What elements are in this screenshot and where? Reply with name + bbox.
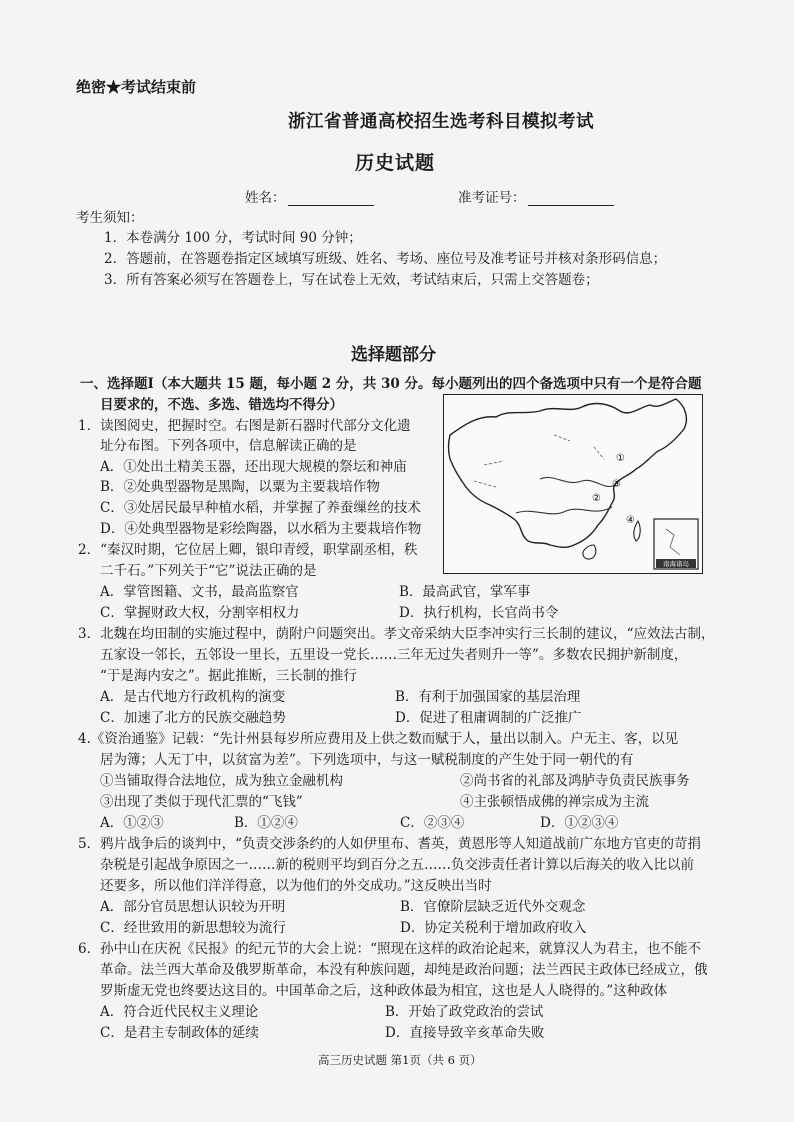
notice-item: 2．答题前，在答题卷指定区域填写班级、姓名、考场、座位号及准考证号并核对条形码信息；	[104, 251, 667, 267]
question-4-statement-2: ②尚书省的礼部及鸿胪寺负责民族事务	[460, 773, 690, 789]
section-title: 选择题部分	[351, 345, 436, 365]
yellow-river	[540, 477, 616, 486]
question-6-option-a: A．符合近代民权主义理论	[100, 1004, 259, 1020]
notice-item: 3．所有答案必须写在答题卷上，写在试卷上无效，考试结束后，只需上交答题卷；	[104, 272, 599, 288]
province-border	[474, 435, 604, 487]
question-2-option-b: B．最高武官，掌军事	[399, 584, 531, 600]
neolithic-sites-map	[443, 394, 703, 574]
exam-title: 浙江省普通高校招生选考科目模拟考试	[288, 112, 594, 132]
country-border	[449, 399, 687, 547]
subject-title: 历史试题	[355, 152, 436, 174]
site-marker-3: ③	[612, 479, 621, 490]
question-4-statement-3: ③出现了类似于现代汇票的“飞钱”	[100, 794, 303, 810]
exam-id-blank	[528, 191, 614, 206]
question-6-stem: 革命。法兰西大革命及俄罗斯革命，本没有种族问题，却纯是政治问题；法兰西民主政体已经成立，俄	[100, 962, 708, 978]
notice-heading: 考生须知：	[76, 210, 144, 226]
question-4-option-c: C．②③④	[400, 815, 465, 831]
question-4-option-d: D．①②③④	[540, 815, 619, 831]
part-instruction: 一、选择题Ⅰ（本大题共 15 题，每小题 2 分，共 30 分。每小题列出的四个备选项中只有一个是符合题	[80, 376, 702, 392]
name-label: 姓名：	[245, 190, 286, 206]
question-3-option-b: B．有利于加强国家的基层治理	[395, 689, 581, 705]
question-4-option-a: A．①②③	[100, 815, 164, 831]
question-1-stem: 址分布图。下列各项中，信息解读正确的是	[100, 438, 357, 454]
part-instruction: 目要求的，不选、多选、错选均不得分）	[100, 397, 343, 413]
question-4-statement-4: ④主张顿悟成佛的禅宗成为主流	[460, 794, 649, 810]
secret-label: 绝密★考试结束前	[76, 78, 197, 96]
page-footer: 高三历史试题 第1页（共 6 页）	[318, 1053, 482, 1067]
exam-id-field	[458, 186, 614, 206]
question-3-stem: “于是海内安之”。据此推断，三长制的推行	[100, 668, 357, 684]
name-field	[245, 186, 374, 206]
question-5-option-c: C．经世致用的新思想较为流行	[100, 920, 286, 936]
yangtze-river	[516, 507, 612, 514]
question-3-stem: 3．北魏在均田制的实施过程中，荫附户问题突出。孝文帝采纳大臣李冲实行三长制的建议，“应效法古制，	[78, 626, 715, 642]
question-4-statement-1: ①当铺取得合法地位，成为独立金融机构	[100, 773, 343, 789]
exam-id-label: 准考证号：	[458, 190, 526, 206]
question-4-stem: 居为簿；人无丁中，以贫富为差”。下列选项中，与这一赋税制度的产生处于同一朝代的有	[100, 752, 634, 768]
question-2-option-c: C．掌握财政大权，分割宰相权力	[100, 605, 300, 621]
question-4-option-b: B．①②④	[234, 815, 298, 831]
notice-item: 1．本卷满分 100 分，考试时间 90 分钟；	[104, 230, 362, 246]
question-1-option-c: C．③处居民最早种植水稻，并掌握了养蚕缫丝的技术	[100, 500, 421, 516]
question-1-option-d: D．④处典型器物是彩绘陶器，以水稻为主要栽培作物	[100, 521, 422, 537]
question-3-option-a: A．是古代地方行政机构的演变	[100, 689, 286, 705]
question-6-option-c: C．是君主专制政体的延续	[100, 1025, 259, 1041]
site-marker-1: ①	[616, 453, 625, 464]
question-5-option-b: B．官僚阶层缺乏近代外交观念	[400, 899, 586, 915]
question-4-stem: 4.《资治通鉴》记载：“先计州县每岁所应费用及上供之数而赋于人，量出以制入。户无主、客，以见	[78, 731, 679, 747]
name-blank	[288, 191, 374, 206]
site-marker-2: ②	[592, 493, 601, 504]
question-2-option-d: D．执行机构，长官尚书令	[399, 605, 559, 621]
site-marker-4: ④	[626, 515, 635, 526]
question-5-stem: 5．鸦片战争后的谈判中，“负责交涉条约的人如伊里布、耆英，黄恩彤等人知道战前广东地方官吏的苛捐	[78, 836, 701, 852]
question-5-option-a: A．部分官员思想认识较为开明	[100, 899, 286, 915]
inset-label: 南海诸岛	[663, 560, 689, 568]
china-outline-map	[444, 395, 702, 573]
question-2-option-a: A．掌管图籍、文书，最高监察官	[100, 584, 299, 600]
question-1-option-b: B．②处典型器物是黑陶，以粟为主要栽培作物	[100, 479, 380, 495]
question-2-stem: 2．“秦汉时期，它位居上卿，银印青绶，职掌副丞相，秩	[78, 542, 418, 558]
question-5-option-d: D．协定关税利于增加政府收入	[400, 920, 587, 936]
question-6-stem: 6．孙中山在庆祝《民报》的纪元节的大会上说：“照现在这样的政治论起来，就算汉人为君主，也不能不	[78, 941, 701, 957]
question-3-stem: 五家设一邻长，五邻设一里长，五里设一党长……三年无过失者则升一等”。多数农民拥护新制度，	[100, 647, 688, 663]
question-6-stem: 罗斯虚无党也终要达这目的。中国革命之后，这种政体最为相宜，这也是人人晓得的。”这种政体	[100, 983, 668, 999]
question-5-stem: 还要多，所以他们洋洋得意，以为他们的外交成功。”这反映出当时	[100, 878, 492, 894]
question-3-option-d: D．促进了租庸调制的广泛推广	[395, 710, 582, 726]
question-3-option-c: C．加速了北方的民族交融趋势	[100, 710, 286, 726]
question-6-option-d: D．直接导致辛亥革命失败	[385, 1025, 545, 1041]
question-6-option-b: B．开始了政党政治的尝试	[385, 1004, 544, 1020]
question-1-stem: 1．读图阅史，把握时空。右图是新石器时代部分文化遗	[78, 418, 411, 434]
hainan-island	[583, 545, 596, 559]
question-2-stem: 二千石。”下列关于“它”说法正确的是	[100, 563, 317, 579]
question-1-option-a: A．①处出土精美玉器，还出现大规模的祭坛和神庙	[100, 459, 407, 475]
question-5-stem: 杂税是引起战争原因之一……新的税则平均到百分之五……负交涉责任者计算以后海关的收入比以前	[100, 857, 694, 873]
